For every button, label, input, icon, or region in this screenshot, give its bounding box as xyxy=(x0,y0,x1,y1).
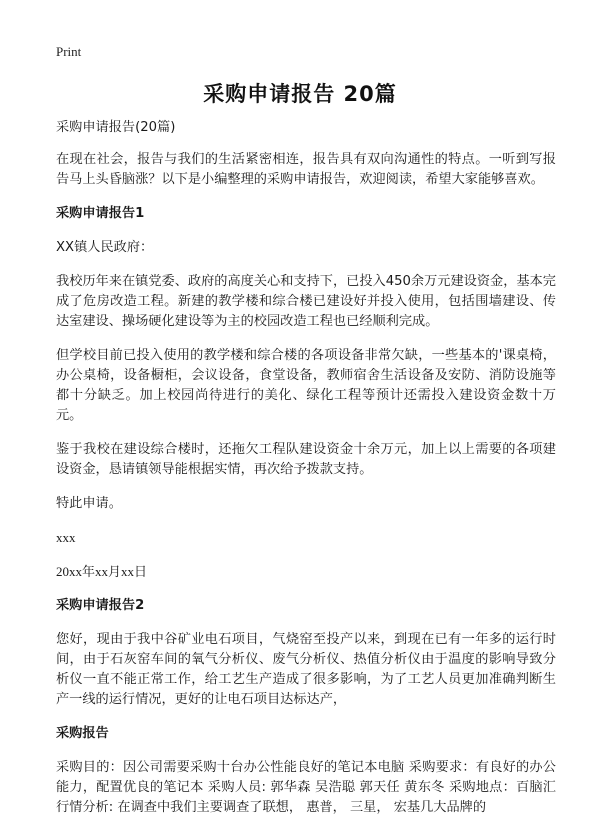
salutation: XX镇人民政府： xyxy=(56,240,154,255)
paragraph: 您好，现由于我中谷矿业电石项目，气烧窑至投产以来，到现在已有一年多的运行时间，由于石灰窑车间的氧气分析仪、废气分析仪、热值分析仪由于温度的影响导致分析仪一直不能正常工作，给工艺生产造成了很多影响，为了工艺人员更加准确判断生产一线的运行情况，更好的让电石项目达标达产， xyxy=(56,632,556,707)
paragraph: 采购目的：因公司需要采购十台办公性能良好的笔记本电脑 采购要求：有良好的办公能力，配置优良的笔记本 采购人员: 郭华森 吴浩聪 郭天任 黄东冬 采购地点：百脑汇 行情分析: 在调查中我们主要调查了联想， 惠普， 三星， 宏基几大品牌的 xyxy=(56,760,556,815)
page-title: 采购申请报告 20篇 xyxy=(203,82,397,106)
paragraph: 但学校目前已投入使用的教学楼和综合楼的各项设备非常欠缺，一些基本的'课桌椅，办公桌椅，设备橱柜，会议设备，食堂设备，教师宿舍生活设备及安防、消防设施等都十分缺乏。加上校园尚待进行的美化、绿化工程等预计还需投入建设资金数十万元。 xyxy=(56,348,556,423)
section-heading-1: 采购申请报告1 xyxy=(56,206,145,221)
print-link[interactable]: Print xyxy=(56,44,82,59)
intro-paragraph: 在现在社会，报告与我们的生活紧密相连，报告具有双向沟通性的特点。一听到写报告马上头昏脑涨？以下是小编整理的采购申请报告，欢迎阅读，希望大家能够喜欢。 xyxy=(56,152,556,187)
paragraph: 鉴于我校在建设综合楼时，还拖欠工程队建设资金十余万元，加上以上需要的各项建设资金，恳请镇领导能根据实情，再次给予拨款支持。 xyxy=(56,442,556,477)
signature: xxx xyxy=(56,530,76,545)
paragraph: 我校历年来在镇党委、政府的高度关心和支持下，已投入450余万元建设资金，基本完成了危房改造工程。新建的教学楼和综合楼已建设好并投入使用，包括围墙建设、传达室建设、操场硬化建设等为主的校园改造工程也已经顺利完成。 xyxy=(56,274,556,329)
document-body xyxy=(56,118,556,832)
closing-line: 特此申请。 xyxy=(56,496,122,511)
document-subtitle: 采购申请报告(20篇) xyxy=(56,120,176,135)
section-heading-3: 采购报告 xyxy=(56,726,109,741)
date-line: 20xx年xx月xx日 xyxy=(56,564,148,579)
section-heading-2: 采购申请报告2 xyxy=(56,598,145,613)
